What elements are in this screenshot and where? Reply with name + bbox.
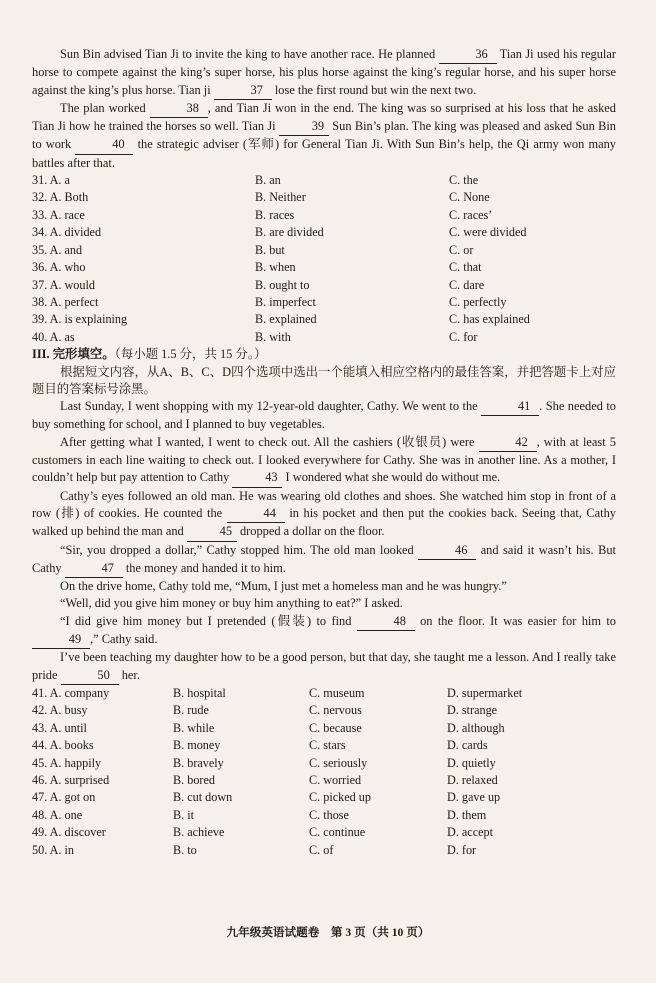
option-c[interactable]: C. that (449, 260, 482, 275)
option-row (32, 755, 616, 772)
blank-36[interactable]: 36 (439, 46, 497, 64)
option-row (32, 842, 616, 859)
option-row (32, 259, 616, 276)
section-heading: III. 完形填空。（每小题 1.5 分，共 15 分。） (32, 347, 267, 362)
option-b[interactable]: B. imperfect (255, 294, 316, 309)
section-instruction: 根据短文内容，从A、B、C、D四个选项中选出一个能填入相应空格内的最佳答案，并把答题卡上对应题目的答案标号涂黑。 (32, 364, 616, 396)
option-c[interactable]: C. seriously (309, 755, 368, 770)
option-d[interactable]: D. relaxed (447, 772, 498, 787)
option-c[interactable]: C. has explained (449, 312, 530, 327)
option-a[interactable]: 46. A. surprised (32, 772, 110, 787)
option-b[interactable]: B. to (173, 842, 197, 857)
option-row (32, 224, 616, 241)
option-b[interactable]: B. but (255, 242, 285, 257)
option-a[interactable]: 31. A. a (32, 173, 70, 188)
option-c[interactable]: C. nervous (309, 703, 362, 718)
blank-48[interactable]: 48 (357, 613, 415, 631)
option-row (32, 207, 616, 224)
option-row (32, 242, 616, 259)
option-d[interactable]: D. strange (447, 703, 498, 718)
option-row (32, 189, 616, 206)
option-b[interactable]: B. rude (173, 703, 209, 718)
blank-49[interactable]: 49 (32, 631, 90, 649)
option-b[interactable]: B. cut down (173, 790, 233, 805)
option-d[interactable]: D. them (447, 807, 487, 822)
option-row (32, 329, 616, 346)
blank-38[interactable]: 38 (150, 100, 208, 118)
option-d[interactable]: D. although (447, 720, 505, 735)
option-d[interactable]: D. supermarket (447, 685, 523, 700)
option-row (32, 720, 616, 737)
passage1-paragraph2: The plan worked 38 , and Tian Ji won in the end. The king was so surprised at his loss that he asked Tian Ji how he trained the horses so well. Tian Ji 39 Sun Bin’s plan. The king was pleased and asked Sun Bin to work 40 the strategic adviser (军师) for General Tian Ji. With Sun Bin’s help, the Qi army won many battles after that. (32, 100, 616, 170)
option-b[interactable]: B. ought to (255, 277, 310, 292)
option-b[interactable]: B. bored (173, 772, 215, 787)
option-row (32, 824, 616, 841)
option-a[interactable]: 41. A. company (32, 685, 110, 700)
option-d[interactable]: D. for (447, 842, 477, 857)
blank-44[interactable]: 44 (227, 505, 285, 523)
passage2-paragraph6: “Well, did you give him money or buy him anything to eat?” I asked. (60, 596, 403, 611)
options-31-40 (32, 172, 616, 346)
option-row (32, 311, 616, 328)
option-b[interactable]: B. are divided (255, 225, 324, 240)
option-c[interactable]: C. stars (309, 738, 346, 753)
option-c[interactable]: C. picked up (309, 790, 371, 805)
option-c[interactable]: C. dare (449, 277, 485, 292)
option-b[interactable]: B. races (255, 207, 295, 222)
option-a[interactable]: 36. A. who (32, 260, 86, 275)
option-a[interactable]: 49. A. discover (32, 825, 106, 840)
option-a[interactable]: 34. A. divided (32, 225, 102, 240)
option-row (32, 172, 616, 189)
option-c[interactable]: C. continue (309, 825, 366, 840)
passage2-paragraph4: “Sir, you dropped a dollar,” Cathy stopped him. The old man looked 46 and said it wasn’t his. But Cathy 47 the money and handed it to him. (32, 542, 616, 579)
blank-40[interactable]: 40 (75, 136, 133, 154)
option-a[interactable]: 33. A. race (32, 207, 85, 222)
option-a[interactable]: 44. A. books (32, 738, 94, 753)
option-row (32, 702, 616, 719)
option-c[interactable]: C. because (309, 720, 362, 735)
option-a[interactable]: 50. A. in (32, 842, 74, 857)
option-c[interactable]: C. were divided (449, 225, 527, 240)
blank-45[interactable]: 45 (187, 523, 237, 541)
options-41-50 (32, 685, 616, 859)
option-d[interactable]: D. accept (447, 825, 494, 840)
passage2-paragraph1: Last Sunday, I went shopping with my 12-year-old daughter, Cathy. We went to the 41 . She needed to buy something for school, and I planned to buy vegetables. (32, 399, 616, 432)
blank-37[interactable]: 37 (214, 82, 272, 100)
option-b[interactable]: B. when (255, 260, 296, 275)
option-b[interactable]: B. achieve (173, 825, 225, 840)
option-a[interactable]: 42. A. busy (32, 703, 88, 718)
passage2-paragraph5: On the drive home, Cathy told me, “Mum, I just met a homeless man and he was hungry.” (60, 579, 507, 594)
option-a[interactable]: 35. A. and (32, 242, 83, 257)
option-d[interactable]: D. cards (447, 738, 488, 753)
option-b[interactable]: B. Neither (255, 190, 306, 205)
option-row (32, 737, 616, 754)
passage1-paragraph1: Sun Bin advised Tian Ji to invite the king to have another race. He planned 36 Tian Ji used his regular horse to compete against the king’s super horse, his plus horse against the king’s regular horse, and his super horse against the king’s plus horse. Tian ji 37 lose the first round but win the next two. (32, 46, 616, 100)
option-row (32, 277, 616, 294)
option-c[interactable]: C. the (449, 173, 479, 188)
blank-46[interactable]: 46 (418, 542, 476, 560)
option-row (32, 789, 616, 806)
passage2-paragraph2: After getting what I wanted, I went to check out. All the cashiers (收银员) were 42 , with at least 5 customers in each line waiting to check out. I looked everywhere for Cathy. She was in another line. As a mother, I couldn’t help but pay attention to Cathy 43 I wondered what she would do without me. (32, 434, 616, 488)
option-b[interactable]: B. an (255, 173, 281, 188)
page-footer: 九年级英语试题卷 第 3 页（共 10 页） (226, 926, 430, 939)
option-c[interactable]: C. those (309, 807, 349, 822)
option-b[interactable]: B. explained (255, 312, 317, 327)
passage2-paragraph3: Cathy’s eyes followed an old man. He was wearing old clothes and shoes. She watched him stop in front of a row (排) of cookies. He counted the 44 in his pocket and then put the cookies back. Seeing that, Cathy walked up behind the man and 45 dropped a dollar on the floor. (32, 488, 616, 542)
option-c[interactable]: C. None (449, 190, 490, 205)
blank-41[interactable]: 41 (481, 398, 539, 416)
option-row (32, 807, 616, 824)
option-a[interactable]: 43. A. until (32, 720, 87, 735)
blank-43[interactable]: 43 (232, 469, 282, 487)
option-a[interactable]: 32. A. Both (32, 190, 89, 205)
option-a[interactable]: 38. A. perfect (32, 294, 99, 309)
option-b[interactable]: B. with (255, 329, 291, 344)
option-c[interactable]: C. of (309, 842, 334, 857)
blank-47[interactable]: 47 (65, 560, 123, 578)
option-d[interactable]: D. quietly (447, 755, 496, 770)
option-c[interactable]: C. museum (309, 685, 365, 700)
option-a[interactable]: 47. A. got on (32, 790, 96, 805)
option-c[interactable]: C. perfectly (449, 294, 507, 309)
option-c[interactable]: C. for (449, 329, 478, 344)
blank-42[interactable]: 42 (479, 434, 537, 452)
option-a[interactable]: 48. A. one (32, 807, 83, 822)
option-a[interactable]: 40. A. as (32, 329, 75, 344)
blank-39[interactable]: 39 (279, 118, 329, 136)
option-d[interactable]: D. gave up (447, 790, 501, 805)
option-b[interactable]: B. bravely (173, 755, 224, 770)
option-c[interactable]: C. worried (309, 772, 362, 787)
option-a[interactable]: 37. A. would (32, 277, 95, 292)
option-a[interactable]: 39. A. is explaining (32, 312, 128, 327)
option-c[interactable]: C. races’ (449, 207, 493, 222)
blank-50[interactable]: 50 (61, 667, 119, 685)
option-c[interactable]: C. or (449, 242, 474, 257)
option-b[interactable]: B. it (173, 807, 194, 822)
option-a[interactable]: 45. A. happily (32, 755, 102, 770)
option-row (32, 294, 616, 311)
option-row (32, 685, 616, 702)
option-row (32, 772, 616, 789)
passage2-paragraph7: “I did give him money but I pretended (假装) to find 48 on the floor. It was easier for him to 49 ,” Cathy said. (32, 613, 616, 650)
option-b[interactable]: B. hospital (173, 685, 226, 700)
option-b[interactable]: B. money (173, 738, 221, 753)
passage2-paragraph8: I’ve been teaching my daughter how to be a good person, but that day, she taught me a lesson. And I really take pride 50 her. (32, 649, 616, 685)
option-b[interactable]: B. while (173, 720, 215, 735)
